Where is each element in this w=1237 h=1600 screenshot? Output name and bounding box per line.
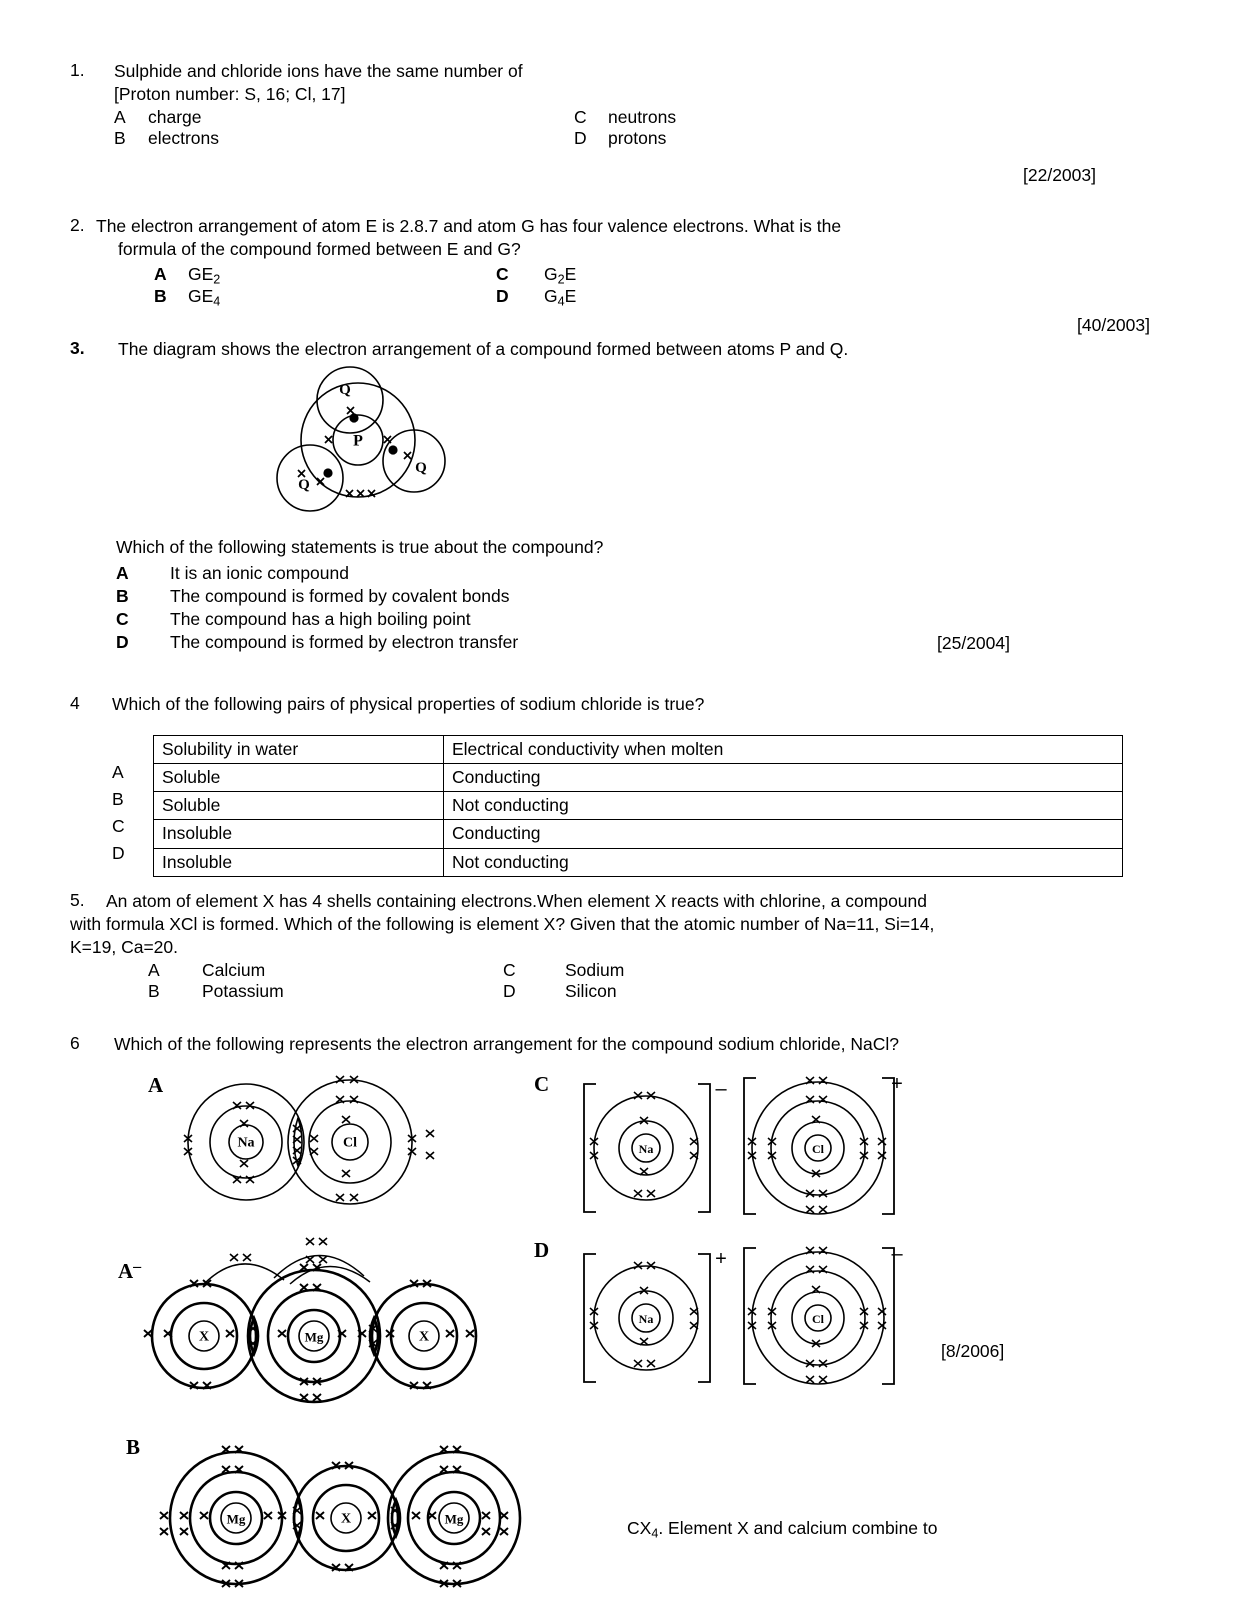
option-letter: D <box>574 127 587 148</box>
mg-x-option-a-label: A <box>118 1258 134 1283</box>
table-cell-solubility: Soluble <box>154 764 444 792</box>
option-letter: D <box>496 286 509 307</box>
option-text: neutrons <box>608 106 677 127</box>
question-1-stem-line-2: [Proton number: S, 16; Cl, 17] <box>114 83 346 104</box>
question-5-option-c[interactable] <box>503 960 803 981</box>
option-letter: A <box>148 960 160 981</box>
nacl-option-d-label-wrap <box>534 1238 549 1263</box>
atom-label-Q-right: Q <box>415 460 427 476</box>
question-4 <box>70 693 1180 716</box>
bottom-note-sub: 4 <box>651 1526 659 1541</box>
table-row-letter-b: B <box>112 789 124 809</box>
option-text: $GE_2$ <box>188 263 221 287</box>
option-text: Calcium <box>202 960 266 981</box>
mg-x-option-b-label-wrap <box>126 1435 140 1460</box>
atom-label-Cl: Cl <box>812 1142 824 1156</box>
question-4-stem: Which of the following pairs of physical properties of sodium chloride is true? <box>112 694 705 714</box>
option-text: $G_4E$ <box>544 286 577 309</box>
atom-label-Na: Na <box>638 1312 654 1326</box>
option-text: Sodium <box>565 960 625 981</box>
table-row-letter-d: D <box>112 843 125 863</box>
option-letter: B <box>154 286 167 307</box>
properties-table <box>153 735 1123 877</box>
question-2-number: 2. <box>70 215 85 235</box>
table-cell-solubility: Insoluble <box>154 848 444 876</box>
question-6 <box>70 1033 1200 1056</box>
nacl-option-a-overlap[interactable] <box>178 1078 448 1206</box>
charge-sign-cl: + <box>891 1073 903 1095</box>
question-2-option-c[interactable] <box>496 264 796 287</box>
table-row[interactable] <box>154 820 1123 848</box>
atom-label-P: P <box>353 432 363 450</box>
question-3 <box>70 338 1180 361</box>
atom-label-Mg-left: Mg <box>226 1511 246 1527</box>
question-3-option-a[interactable] <box>116 563 1116 584</box>
question-1-number: 1. <box>70 60 85 80</box>
bottom-note <box>627 1518 938 1541</box>
question-5-option-b[interactable] <box>148 981 503 1002</box>
bottom-note-base: CX <box>627 1518 652 1538</box>
question-1-stem-line-1: Sulphide and chloride ions have the same number of <box>114 61 523 81</box>
table-cell-conductivity: Not conducting <box>444 848 1123 876</box>
question-6-stem: Which of the following represents the electron arrangement for the compound sodium chloride, NaCl? <box>114 1034 899 1054</box>
table-row-letter-c: C <box>112 816 125 836</box>
table-row[interactable] <box>154 792 1123 820</box>
charge-sign-na: – <box>715 1078 727 1100</box>
table-cell-conductivity: Conducting <box>444 820 1123 848</box>
table-cell-solubility: Insoluble <box>154 820 444 848</box>
atom-label-X-left: X <box>198 1329 210 1345</box>
atom-label-Na: Na <box>638 1142 654 1156</box>
bottom-note-tail: . Element X and calcium combine to <box>658 1518 938 1538</box>
table-header-solubility: Solubility in water <box>154 736 444 764</box>
question-5-stem-line-3: K=19, Ca=20. <box>70 936 178 957</box>
nacl-option-a-label-wrap <box>148 1073 163 1098</box>
atom-label-Cl: Cl <box>343 1135 357 1151</box>
question-2-stem-line-2: formula of the compound formed between E and G? <box>118 238 521 259</box>
nacl-option-c-ions[interactable] <box>580 1073 903 1218</box>
mg-x-option-b-label: B <box>126 1435 141 1459</box>
question-2-option-d[interactable] <box>496 286 796 309</box>
option-letter: A <box>116 562 129 583</box>
question-5-option-a[interactable] <box>148 960 503 981</box>
pq-covalent-diagram <box>262 368 472 518</box>
option-text: Potassium <box>202 981 284 1002</box>
table-row[interactable] <box>154 764 1123 792</box>
nacl-option-c-label: C <box>534 1072 550 1096</box>
option-letter: C <box>574 106 587 127</box>
question-1 <box>70 60 1170 149</box>
question-3-sub-question: Which of the following statements is true about the compound? <box>116 537 604 557</box>
atom-label-Cl: Cl <box>812 1312 824 1326</box>
atom-label-Mg: Mg <box>304 1329 324 1345</box>
question-4-number: 4 <box>70 693 80 713</box>
option-letter: B <box>116 585 129 606</box>
option-text: The compound has a high boiling point <box>170 608 471 629</box>
atom-label-Q-top: Q <box>339 382 351 398</box>
question-3-option-c[interactable] <box>116 609 1116 630</box>
question-5-stem-line-1: An atom of element X has 4 shells containing electrons.When element X reacts with chlorine, a compound <box>106 891 927 911</box>
option-letter: C <box>503 960 516 981</box>
table-header-conductivity: Electrical conductivity when molten <box>444 736 1123 764</box>
question-2-option-a[interactable] <box>154 264 496 287</box>
atom-label-Mg-right: Mg <box>444 1511 464 1527</box>
charge-sign-na: + <box>715 1248 727 1270</box>
nacl-option-d-ions[interactable] <box>580 1243 903 1388</box>
atom-label-X-right: X <box>418 1329 430 1345</box>
atom-label-Na: Na <box>237 1135 255 1151</box>
nacl-option-d-label: D <box>534 1238 550 1262</box>
charge-sign-cl: – <box>891 1243 903 1265</box>
question-3-number: 3. <box>70 338 85 358</box>
question-1-option-d[interactable] <box>574 128 974 149</box>
mg-x-option-b[interactable] <box>158 1424 528 1600</box>
mg-x-option-a-label-wrap <box>118 1258 141 1284</box>
option-letter: C <box>116 608 129 629</box>
option-letter: D <box>503 981 516 1002</box>
table-row[interactable] <box>154 848 1123 876</box>
question-1-option-b[interactable] <box>114 128 574 149</box>
option-text: $G_2E$ <box>544 263 577 287</box>
atom-label-Q-left: Q <box>298 477 310 493</box>
question-2-stem-line-1: The electron arrangement of atom E is 2.8.7 and atom G has four valence electrons. What is the <box>96 216 842 236</box>
option-letter: A <box>114 106 126 127</box>
option-text: electrons <box>148 127 220 148</box>
question-5-number: 5. <box>70 890 85 910</box>
option-letter: D <box>116 631 129 652</box>
option-letter: B <box>148 981 160 1002</box>
question-2-reference: [40/2003] <box>1077 315 1150 335</box>
option-letter: C <box>496 263 509 284</box>
option-text: The compound is formed by electron transfer <box>170 631 519 652</box>
option-text: charge <box>148 106 202 127</box>
option-text: $GE_4$ <box>188 286 221 309</box>
table-row-letter-a: A <box>112 762 124 782</box>
question-5-option-d[interactable] <box>503 981 803 1002</box>
question-3-stem: The diagram shows the electron arrangement of a compound formed between atoms P and Q. <box>118 339 849 359</box>
question-1-option-a[interactable] <box>114 107 574 128</box>
option-text: The compound is formed by covalent bonds <box>170 585 510 606</box>
nacl-option-c-label-wrap <box>534 1072 549 1097</box>
table-cell-conductivity: Conducting <box>444 764 1123 792</box>
question-2-option-b[interactable] <box>154 286 496 309</box>
mg-x-option-a-superscript: – <box>133 1258 142 1275</box>
question-3-option-b[interactable] <box>116 586 1116 607</box>
nacl-option-a-label: A <box>148 1073 164 1097</box>
table-header-row <box>154 736 1123 764</box>
properties-table-wrapper <box>153 735 1123 877</box>
mg-x-option-a[interactable] <box>142 1232 492 1398</box>
question-3-reference: [25/2004] <box>937 633 1010 653</box>
option-text: Silicon <box>565 981 617 1002</box>
option-letter: B <box>114 127 126 148</box>
question-1-option-c[interactable] <box>574 107 974 128</box>
table-cell-solubility: Soluble <box>154 792 444 820</box>
atom-label-X: X <box>340 1511 352 1527</box>
question-1-reference: [22/2003] <box>1023 165 1096 185</box>
option-text: protons <box>608 127 667 148</box>
question-5 <box>70 890 1200 1002</box>
option-letter: A <box>154 263 167 284</box>
option-text: It is an ionic compound <box>170 562 349 583</box>
question-2 <box>70 215 1180 309</box>
question-5-stem-line-2: with formula XCl is formed. Which of the following is element X? Given that the atomic number of Na=11, Si=14, <box>70 913 935 934</box>
question-6-number: 6 <box>70 1033 80 1053</box>
table-cell-conductivity: Not conducting <box>444 792 1123 820</box>
question-6-reference: [8/2006] <box>941 1341 1005 1361</box>
